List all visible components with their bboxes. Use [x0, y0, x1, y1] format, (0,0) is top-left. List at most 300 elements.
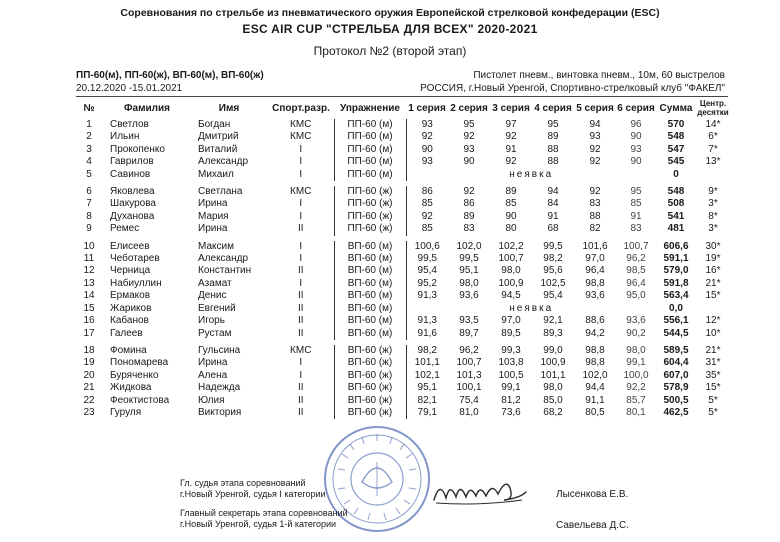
cell-series-2: 98,0: [459, 277, 479, 289]
cell-series-1: 100,6: [414, 240, 440, 252]
cell-series-4: 89: [547, 131, 559, 143]
cell-exercise: ВП-60 (м): [334, 253, 406, 265]
cell-series-1: 99,5: [417, 253, 437, 265]
cell-name: Ирина: [198, 198, 228, 210]
cell-name: Рустам: [198, 327, 232, 339]
cell-exercise: ПП-60 (ж): [334, 223, 406, 235]
table-row: [74, 223, 730, 235]
cell-series-5: 93,6: [585, 290, 605, 302]
cell-sum: 570: [667, 119, 685, 130]
cell-sum: 500,5: [663, 394, 689, 406]
cell-series-1: 85: [421, 223, 433, 235]
results-table: [74, 97, 730, 419]
cell-name: Алена: [198, 369, 228, 381]
cell-series-3: 100,5: [498, 369, 524, 381]
cell-sum: 591,8: [663, 277, 689, 289]
dates: 20.12.2020 -15.01.2021: [76, 83, 183, 94]
cell-exercise: ВП-60 (м): [334, 241, 406, 253]
cell-series-6: 85,7: [626, 394, 646, 406]
cell-rank: КМС: [290, 119, 312, 130]
cell-centers: 15*: [705, 382, 721, 394]
cell-series-2: 95,1: [459, 265, 479, 277]
cell-series-1: 90: [421, 143, 433, 155]
cell-exercise: ВП-60 (м): [334, 303, 406, 315]
cell-surname: Черница: [110, 265, 151, 277]
cell-exercise: ПП-60 (м): [334, 119, 406, 131]
cell-series-3: 89,5: [501, 327, 521, 339]
cell-series-2: 99,5: [459, 253, 479, 265]
cell-num: 13: [83, 277, 95, 289]
cell-series-1: 92: [421, 210, 433, 222]
cell-series-6: 93: [630, 143, 642, 155]
cell-rank: КМС: [290, 186, 312, 198]
header-line-1: Соревнования по стрельбе из пневматического оружия Европейской стрелковой конфедерации (ESC): [120, 7, 660, 19]
table-row: [74, 186, 730, 198]
protocol-title: Протокол №2 (второй этап): [313, 44, 467, 58]
cell-series-4: 85,0: [543, 394, 563, 406]
cell-series-4: 95: [547, 119, 559, 130]
cell-num: 19: [83, 357, 95, 369]
cell-exercise: ВП-60 (ж): [334, 345, 406, 357]
cell-series-5: 88,6: [585, 315, 605, 327]
cell-series-6: 100,7: [623, 240, 649, 252]
cell-sum: 589,5: [663, 344, 689, 356]
cell-exercise: ВП-60 (м): [334, 265, 406, 277]
cell-series-4: 88: [547, 143, 559, 155]
cell-sum: 544,5: [663, 327, 689, 339]
cell-name: Светлана: [198, 186, 243, 198]
cell-exercise: ВП-60 (м): [334, 290, 406, 302]
cell-exercise: ПП-60 (ж): [334, 198, 406, 210]
cell-sum: 604,4: [663, 357, 689, 369]
judge-title: [180, 478, 326, 500]
cell-series-5: 102,0: [582, 369, 608, 381]
cell-rank: I: [299, 253, 303, 265]
cell-series-6: 98,5: [626, 265, 646, 277]
cell-series-5: 94,2: [585, 327, 605, 339]
cell-series-5: 101,6: [582, 240, 608, 252]
cell-series-6: 96: [630, 119, 642, 130]
cell-rank: I: [299, 357, 303, 369]
cell-centers: 3*: [708, 198, 718, 210]
cell-surname: Духанова: [110, 210, 155, 222]
cell-rank: КМС: [290, 131, 312, 143]
cell-series-3: 97: [505, 119, 517, 130]
cell-surname: Ильин: [110, 131, 140, 143]
cell-num: 22: [83, 394, 95, 406]
cell-series-4: 95,6: [543, 265, 563, 277]
table-row: [74, 198, 730, 210]
cell-series-5: 80,5: [585, 406, 605, 418]
cell-name: Денис: [198, 290, 227, 302]
col-series-3: 3 серия: [492, 102, 530, 114]
cell-series-6: 95,0: [626, 290, 646, 302]
cell-series-2: 81,0: [459, 406, 479, 418]
cell-surname: Гуруля: [110, 406, 142, 418]
cell-rank: II: [297, 394, 304, 406]
cell-series-6: 91: [630, 210, 642, 222]
cell-surname: Светлов: [110, 119, 149, 130]
cell-sum: 547: [667, 143, 685, 155]
cell-series-4: 99,5: [543, 240, 563, 252]
cell-series-2: 96,2: [459, 344, 479, 356]
cell-series-4: 102,5: [540, 277, 566, 289]
cell-rank: II: [297, 265, 304, 277]
cell-num: 5: [86, 168, 92, 180]
cell-rank: II: [297, 382, 304, 394]
cell-series-6: 92,2: [626, 382, 646, 394]
cell-series-1: 85: [421, 198, 433, 210]
cell-series-2: 93,5: [459, 315, 479, 327]
cell-series-2: 83: [463, 223, 475, 235]
cell-series-5: 98,8: [585, 277, 605, 289]
cell-exercise: ВП-60 (м): [334, 328, 406, 340]
cell-num: 4: [86, 156, 92, 168]
cell-sum: 508: [667, 198, 685, 210]
cell-num: 12: [83, 265, 95, 277]
cell-exercise: ПП-60 (ж): [334, 211, 406, 223]
cell-exercise: ПП-60 (м): [334, 144, 406, 156]
table-row: [74, 303, 730, 315]
col-rank: Спорт.разр.: [272, 102, 330, 114]
cell-series-6: 90: [630, 156, 642, 168]
cell-series-5: 98,8: [585, 357, 605, 369]
cell-surname: Ремес: [110, 223, 140, 235]
cell-series-1: 101,1: [414, 357, 440, 369]
cell-series-1: 91,3: [417, 315, 437, 327]
cell-series-6: 100,0: [623, 369, 649, 381]
cell-rank: II: [297, 327, 304, 339]
cell-centers: 35*: [705, 369, 721, 381]
cell-num: 21: [83, 382, 95, 394]
cell-series-1: 93: [421, 119, 433, 130]
cell-series-6: 95: [630, 186, 642, 198]
cell-num: 11: [83, 253, 95, 265]
cell-series-2: 92: [463, 131, 475, 143]
table-row: [74, 357, 730, 369]
secretary-title-line-2: г.Новый Уренгой, судья 1-й категории: [180, 519, 337, 529]
cell-series-4: 95,4: [543, 290, 563, 302]
cell-series-3: 102,2: [498, 240, 524, 252]
col-series-2: 2 серия: [450, 102, 488, 114]
cell-series-3: 97,0: [501, 315, 521, 327]
table-row: [74, 131, 730, 143]
cell-series-2: 89: [463, 210, 475, 222]
header-line-2: ESC AIR CUP "СТРЕЛЬБА ДЛЯ ВСЕХ" 2020-2021: [242, 22, 538, 36]
cell-surname: Галеев: [110, 327, 143, 339]
cell-series-5: 83: [589, 198, 601, 210]
judge-name: Лысенкова Е.В.: [556, 489, 629, 500]
cell-name: Надежда: [198, 382, 241, 394]
cell-series-3: 103,8: [498, 357, 524, 369]
cell-series-4: 94: [547, 186, 559, 198]
cell-series-1: 95,1: [417, 382, 437, 394]
cell-series-6: 83: [630, 223, 642, 235]
cell-num: 8: [86, 210, 92, 222]
cell-series-6: 85: [630, 198, 642, 210]
cell-series-4: 68: [547, 223, 559, 235]
cell-exercise: ВП-60 (ж): [334, 370, 406, 382]
secretary-title: [180, 508, 348, 530]
cell-series-1: 98,2: [417, 344, 437, 356]
cell-surname: Набиуллин: [110, 277, 162, 289]
cell-centers: 3*: [708, 223, 718, 235]
cell-series-5: 82: [589, 223, 601, 235]
cell-name: Константин: [198, 265, 252, 277]
cell-series-5: 91,1: [585, 394, 605, 406]
cell-exercise: ВП-60 (м): [334, 278, 406, 290]
cell-num: 23: [83, 406, 95, 418]
cell-series-2: 95: [463, 119, 475, 130]
cell-name: Максим: [198, 240, 234, 252]
cell-series-2: 93,6: [459, 290, 479, 302]
cell-rank: I: [299, 210, 303, 222]
table-row: [74, 290, 730, 302]
cell-rank: I: [299, 240, 303, 252]
cell-surname: Яковлева: [110, 186, 155, 198]
cell-centers: 8*: [708, 210, 718, 222]
col-centers: Центр. десятки: [697, 99, 729, 117]
cell-exercise: ВП-60 (ж): [334, 407, 406, 419]
cell-name: Виктория: [198, 406, 242, 418]
cell-num: 15: [83, 302, 95, 314]
cell-num: 3: [86, 143, 92, 155]
cell-centers: 16*: [705, 265, 721, 277]
cell-series-1: 95,4: [417, 265, 437, 277]
cell-centers: 12*: [705, 315, 721, 327]
cell-exercise: ПП-60 (м): [334, 169, 406, 181]
cell-exercise: ПП-60 (ж): [334, 186, 406, 198]
cell-exercise: ВП-60 (ж): [334, 382, 406, 394]
venue: РОССИЯ, г.Новый Уренгой, Спортивно-стрелковый клуб "ФАКЕЛ": [420, 83, 725, 94]
cell-series-3: 100,7: [498, 253, 524, 265]
cell-name: Азамат: [198, 277, 232, 289]
cell-series-4: 101,1: [540, 369, 566, 381]
cell-series-4: 98,0: [543, 382, 563, 394]
cell-series-6: 98,0: [626, 344, 646, 356]
table-row: [74, 119, 730, 131]
cell-centers: 5*: [708, 394, 718, 406]
cell-surname: Жидкова: [110, 382, 152, 394]
cell-series-1: 79,1: [417, 406, 437, 418]
cell-num: 9: [86, 223, 92, 235]
cell-rank: II: [297, 302, 304, 314]
cell-surname: Фомина: [110, 344, 147, 356]
cell-rank: I: [299, 369, 303, 381]
cell-series-2: 100,7: [456, 357, 482, 369]
cell-series-6: 99,1: [626, 357, 646, 369]
cell-num: 6: [86, 186, 92, 198]
cell-series-4: 100,9: [540, 357, 566, 369]
table-row: [74, 253, 730, 265]
cell-no-show: неявка: [509, 302, 554, 314]
table-row: [74, 278, 730, 290]
judge-title-line-1: Гл. судья этапа соревнований: [180, 478, 306, 488]
cell-surname: Буряченко: [110, 369, 159, 381]
cell-series-5: 97,0: [585, 253, 605, 265]
cell-series-2: 89,7: [459, 327, 479, 339]
cell-centers: 30*: [705, 240, 721, 252]
cell-series-3: 99,3: [501, 344, 521, 356]
cell-name: Ирина: [198, 223, 228, 235]
cell-surname: Шакурова: [110, 198, 156, 210]
cell-centers: 5*: [708, 406, 718, 418]
cell-series-3: 92: [505, 131, 517, 143]
col-num: №: [83, 102, 95, 114]
cell-surname: Феоктистова: [110, 394, 170, 406]
cell-series-3: 92: [505, 156, 517, 168]
cell-series-2: 101,3: [456, 369, 482, 381]
cell-sum: 545: [667, 156, 685, 168]
table-row: [74, 328, 730, 340]
secretary-title-line-1: Главный секретарь этапа соревнований: [180, 508, 348, 518]
cell-num: 18: [83, 344, 95, 356]
cell-surname: Чеботарев: [110, 253, 160, 265]
cell-sum: 563,4: [663, 290, 689, 302]
cell-series-5: 92: [589, 186, 601, 198]
table-row: [74, 265, 730, 277]
table-row: [74, 370, 730, 382]
cell-centers: [696, 303, 730, 315]
cell-series-3: 80: [505, 223, 517, 235]
cell-centers: 13*: [705, 156, 721, 168]
cell-series-5: 92: [589, 143, 601, 155]
cell-sum: 607,0: [663, 369, 689, 381]
cell-rank: II: [297, 315, 304, 327]
secretary-name: Савельева Д.С.: [556, 520, 630, 531]
cell-series-1: 92: [421, 131, 433, 143]
judge-title-line-2: г.Новый Уренгой, судья I категории: [180, 489, 326, 499]
cell-series-4: 99,0: [543, 344, 563, 356]
cell-rank: II: [297, 290, 304, 302]
cell-series-3: 89: [505, 186, 517, 198]
cell-rank: II: [297, 223, 304, 235]
cell-sum: 462,5: [663, 406, 689, 418]
cell-series-2: 75,4: [459, 394, 479, 406]
cell-num: 1: [86, 119, 92, 130]
cell-rank: I: [299, 143, 303, 155]
cell-name: Юлия: [198, 394, 225, 406]
table-row: [74, 211, 730, 223]
cell-series-1: 91,3: [417, 290, 437, 302]
cell-series-6: 96,2: [626, 253, 646, 265]
col-series-1: 1 серия: [408, 102, 446, 114]
cell-num: 14: [83, 290, 95, 302]
cell-exercise: ПП-60 (м): [334, 156, 406, 168]
cell-exercise: ПП-60 (м): [334, 131, 406, 143]
cell-num: 20: [83, 369, 95, 381]
cell-series-3: 94,5: [501, 290, 521, 302]
weapon-description: Пистолет пневм., винтовка пневм., 10м, 60 выстрелов: [473, 70, 725, 81]
cell-num: 16: [83, 315, 95, 327]
cell-series-1: 82,1: [417, 394, 437, 406]
cell-series-5: 94: [589, 119, 601, 130]
col-sum: Сумма: [659, 102, 693, 114]
cell-series-4: 88: [547, 156, 559, 168]
col-surname: Фамилия: [124, 102, 170, 114]
cell-series-2: 92: [463, 186, 475, 198]
cell-name: Игорь: [198, 315, 225, 327]
cell-series-3: 73,6: [501, 406, 521, 418]
cell-series-3: 90: [505, 210, 517, 222]
cell-sum: 0: [673, 168, 679, 180]
cell-series-2: 86: [463, 198, 475, 210]
cell-series-4: 98,2: [543, 253, 563, 265]
cell-num: 7: [86, 198, 92, 210]
cell-series-3: 98,0: [501, 265, 521, 277]
cell-series-5: 94,4: [585, 382, 605, 394]
cell-series-6: 90: [630, 131, 642, 143]
cell-surname: Савинов: [110, 168, 151, 180]
cell-centers: 15*: [705, 290, 721, 302]
cell-name: Дмитрий: [198, 131, 239, 143]
cell-surname: Елисеев: [110, 240, 150, 252]
cell-surname: Жариков: [110, 302, 152, 314]
cell-name: Александр: [198, 156, 249, 168]
cell-series-4: 68,2: [543, 406, 563, 418]
col-series-4: 4 серия: [534, 102, 572, 114]
cell-rank: II: [297, 406, 304, 418]
cell-sum: 578,9: [663, 382, 689, 394]
cell-sum: 548: [667, 186, 685, 198]
cell-sum: 548: [667, 131, 685, 143]
cell-num: 10: [83, 240, 95, 252]
header-row: [74, 97, 730, 119]
table-row: [74, 407, 730, 419]
cell-exercise: ВП-60 (ж): [334, 357, 406, 369]
cell-name: Евгений: [198, 302, 236, 314]
cell-centers: 21*: [705, 277, 721, 289]
cell-name: Мария: [198, 210, 229, 222]
cell-series-2: 93: [463, 143, 475, 155]
table-row: [74, 345, 730, 357]
cell-centers: 19*: [705, 253, 721, 265]
cell-centers: 7*: [708, 143, 718, 155]
cell-series-3: 81,2: [501, 394, 521, 406]
cell-series-5: 92: [589, 156, 601, 168]
cell-series-5: 96,4: [585, 265, 605, 277]
cell-name: Ирина: [198, 357, 228, 369]
cell-sum: 579,0: [663, 265, 689, 277]
cell-name: Александр: [198, 253, 249, 265]
cell-series-6: 90,2: [626, 327, 646, 339]
cell-series-1: 86: [421, 186, 433, 198]
cell-series-2: 102,0: [456, 240, 482, 252]
table-row: [74, 156, 730, 168]
cell-centers: 10*: [705, 327, 721, 339]
events-list: ПП-60(м), ПП-60(ж), ВП-60(м), ВП-60(ж): [76, 70, 264, 81]
table-row: [74, 241, 730, 253]
cell-series-4: 92,1: [543, 315, 563, 327]
cell-series-6: 93,6: [626, 315, 646, 327]
cell-exercise: ВП-60 (ж): [334, 395, 406, 407]
cell-sum: 481: [667, 223, 685, 235]
cell-rank: I: [299, 156, 303, 168]
cell-series-2: 90: [463, 156, 475, 168]
cell-centers: 31*: [705, 357, 721, 369]
col-series-5: 5 серия: [576, 102, 614, 114]
cell-series-6: 96,4: [626, 277, 646, 289]
cell-sum: 541: [667, 210, 685, 222]
cell-sum: 591,1: [663, 253, 689, 265]
cell-series-3: 100,9: [498, 277, 524, 289]
table-row: [74, 144, 730, 156]
cell-series-4: 84: [547, 198, 559, 210]
cell-series-3: 99,1: [501, 382, 521, 394]
cell-sum: 0,0: [669, 302, 683, 314]
cell-centers: 9*: [708, 186, 718, 198]
table-row: [74, 395, 730, 407]
